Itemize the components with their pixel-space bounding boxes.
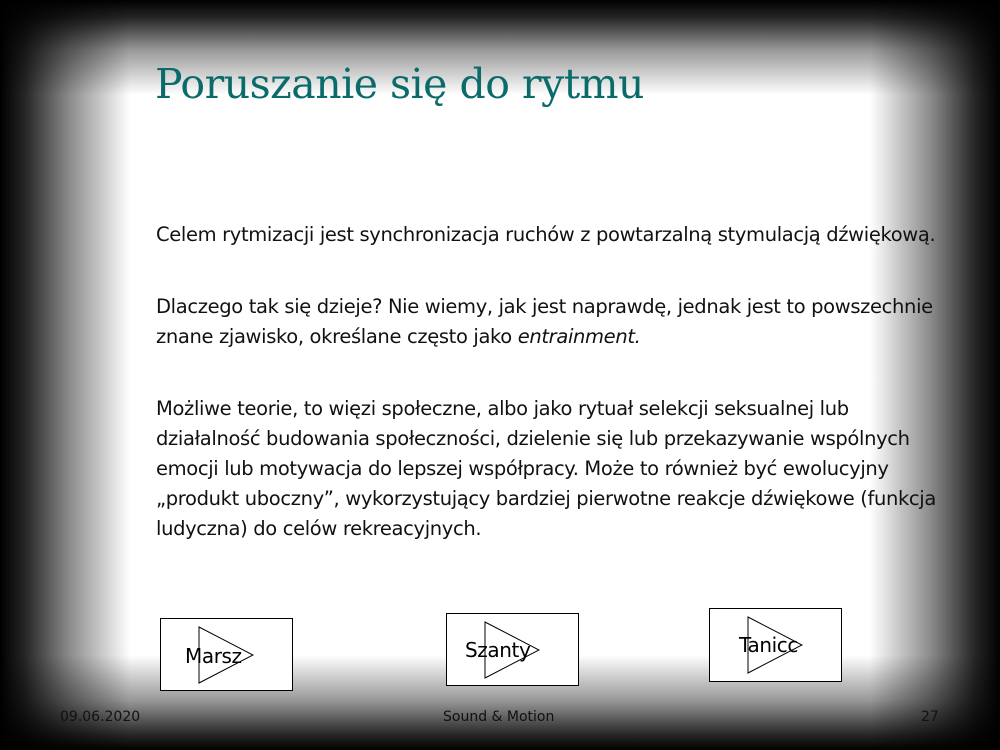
footer-title: Sound & Motion	[443, 709, 555, 725]
marsz-label: Marsz	[185, 644, 242, 668]
taniec-label: Tanicc	[739, 633, 798, 657]
paragraph-1: Celem rytmizacji jest synchronizacja ruchów z powtarzalną stymulacją dźwiękową.	[156, 223, 936, 246]
footer-page-number: 27	[921, 709, 939, 725]
szanty-audio-button[interactable]	[446, 613, 579, 686]
slide-body	[156, 220, 941, 586]
paragraph-2-text: Dlaczego tak się dzieje? Nie wiemy, jak jest naprawdę, jednak jest to powszechnie znane zjawisko, określane często jako	[156, 295, 933, 348]
taniec-audio-button[interactable]	[709, 608, 842, 682]
footer-date: 09.06.2020	[60, 709, 141, 725]
paragraph-2	[156, 292, 941, 352]
marsz-audio-button[interactable]	[160, 618, 293, 691]
szanty-label: Szanty	[465, 638, 531, 662]
paragraph-3: Możliwe teorie, to więzi społeczne, albo jako rytuał selekcji seksualnej lub działalność budowania społeczności, dzielenie się lub przekazywanie wspólnych emocji lub motywacja do lepszej współpracy. Może to również być ewolucyjny „produkt uboczny”, wykorzystujący bardziej pierwotne reakcje dźwiękowe (funkcja ludyczna) do celów rekreacyjnych.	[156, 397, 936, 540]
slide-title: Poruszanie się do rytmu	[155, 60, 644, 108]
entrainment-term: entrainment.	[517, 325, 641, 348]
